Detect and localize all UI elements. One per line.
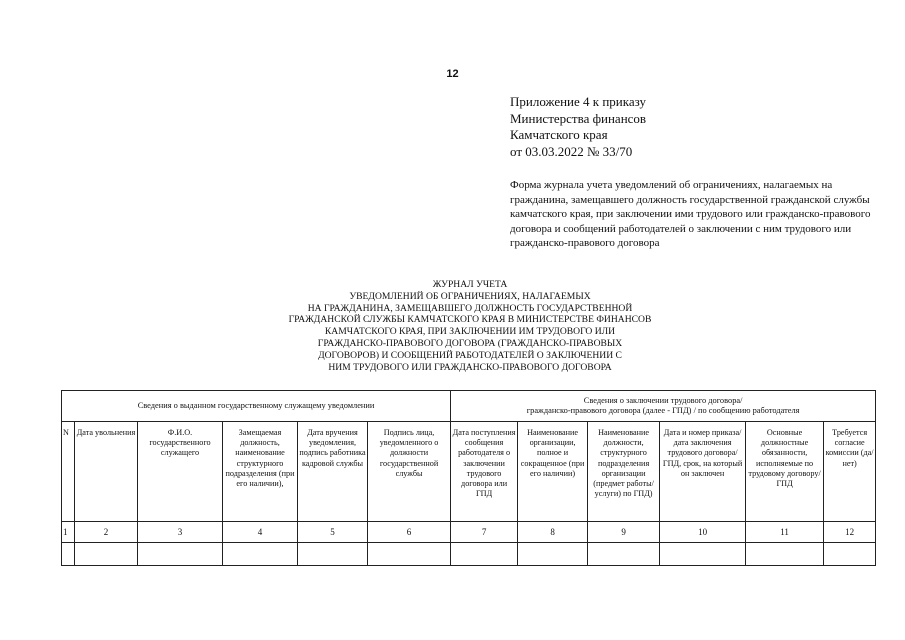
column-header: Дата увольнения [75, 422, 138, 522]
group-header-right-line: гражданско-правового договора (далее - ГПД) / по сообщению работодателя [526, 406, 800, 415]
empty-cell [223, 543, 298, 566]
appendix-line: Министерства финансов [510, 110, 647, 126]
column-header: Дата поступления сообщения работодателя о заключении трудового договора или ГПД [451, 422, 518, 522]
group-header-right-line: Сведения о заключении трудового договора/ [583, 395, 743, 405]
column-header: N [62, 422, 75, 522]
column-number: 9 [588, 522, 660, 543]
journal-title-line: ГРАЖДАНСКО-ПРАВОВОГО ДОГОВОРА (ГРАЖДАНСКО-ПРАВОВЫХ [317, 337, 623, 349]
journal-title-line: УВЕДОМЛЕНИЙ ОБ ОГРАНИЧЕНИЯХ, НАЛАГАЕМЫХ [349, 290, 591, 302]
empty-cell [75, 543, 138, 566]
journal-title-line: КАМЧАТСКОГО КРАЯ, ПРИ ЗАКЛЮЧЕНИИ ИМ ТРУДОВОГО ИЛИ [324, 326, 616, 338]
column-number: 4 [223, 522, 298, 543]
journal-title [220, 279, 720, 373]
column-number: 2 [75, 522, 138, 543]
column-number: 6 [368, 522, 451, 543]
journal-title-line: ЖУРНАЛ УЧЕТА [432, 279, 508, 290]
form-description: Форма журнала учета уведомлений об ограничениях, налагаемых на гражданина, замещавшего должность государственной гражданской службы камчатского края, при заключении ими трудового или гражданско-правового договора и сообщений работодателей о заключении с ним трудового или гражданско-правового договора [510, 179, 871, 249]
column-header: Требуется согласие комиссии (да/ нет) [824, 422, 876, 522]
column-header: Основные должностные обязанности, исполняемые по трудовому договору/ ГПД [746, 422, 824, 522]
column-number: 11 [746, 522, 824, 543]
column-header: Ф.И.О. государственного служащего [138, 422, 223, 522]
empty-cell [138, 543, 223, 566]
column-header: Дата вручения уведомления, подпись работника кадровой службы [298, 422, 368, 522]
column-header: Наименование организации, полное и сокращенное (при его наличии) [518, 422, 588, 522]
journal-title-line: ДОГОВОРОВ) И СООБЩЕНИЙ РАБОТОДАТЕЛЕЙ О ЗАКЛЮЧЕНИИ С [318, 349, 622, 361]
group-header-row [62, 391, 876, 422]
column-header: Наименование должности, структурного подразделения организации (предмет работы/ услуги) по ГПД) [588, 422, 660, 522]
appendix-line: от 03.03.2022 № 33/70 [510, 143, 633, 159]
empty-cell [62, 543, 75, 566]
journal-title-line: НА ГРАЖДАНИНА, ЗАМЕЩАВШЕГО ДОЛЖНОСТЬ ГОСУДАРСТВЕННОЙ [307, 302, 633, 314]
column-number: 7 [451, 522, 518, 543]
column-number-row [62, 522, 876, 543]
column-number: 12 [824, 522, 876, 543]
journal-table [61, 390, 876, 566]
column-number: 3 [138, 522, 223, 543]
empty-cell [451, 543, 518, 566]
page-number: 12 [446, 68, 459, 80]
empty-cell [298, 543, 368, 566]
column-header: Замещаемая должность, наименование структурного подразделения (при его наличии), [223, 422, 298, 522]
empty-cell [518, 543, 588, 566]
column-number: 10 [660, 522, 746, 543]
column-number: 1 [62, 522, 75, 543]
column-header: Подпись лица, уведомленного о должности государственной службы [368, 422, 451, 522]
journal-title-line: НИМ ТРУДОВОГО ИЛИ ГРАЖДАНСКО-ПРАВОВОГО ДОГОВОРА [328, 361, 612, 373]
column-header: Дата и номер приказа/ дата заключения трудового договора/ ГПД, срок, на который он заключен [660, 422, 746, 522]
column-number: 5 [298, 522, 368, 543]
column-number: 8 [518, 522, 588, 543]
empty-cell [588, 543, 660, 566]
group-header-right [451, 391, 876, 422]
appendix-line: Камчатского края [510, 127, 608, 142]
empty-cell [824, 543, 876, 566]
empty-cell [660, 543, 746, 566]
empty-row [62, 543, 876, 566]
appendix-line: Приложение 4 к приказу [510, 94, 647, 109]
empty-cell [368, 543, 451, 566]
appendix-block [510, 94, 646, 160]
empty-cell [746, 543, 824, 566]
column-header-row [62, 422, 876, 522]
group-header-left: Сведения о выданном государственному служащему уведомлении [62, 391, 451, 422]
journal-title-line: ГРАЖДАНСКОЙ СЛУЖБЫ КАМЧАТСКОГО КРАЯ В МИНИСТЕРСТВЕ ФИНАНСОВ [288, 314, 652, 326]
